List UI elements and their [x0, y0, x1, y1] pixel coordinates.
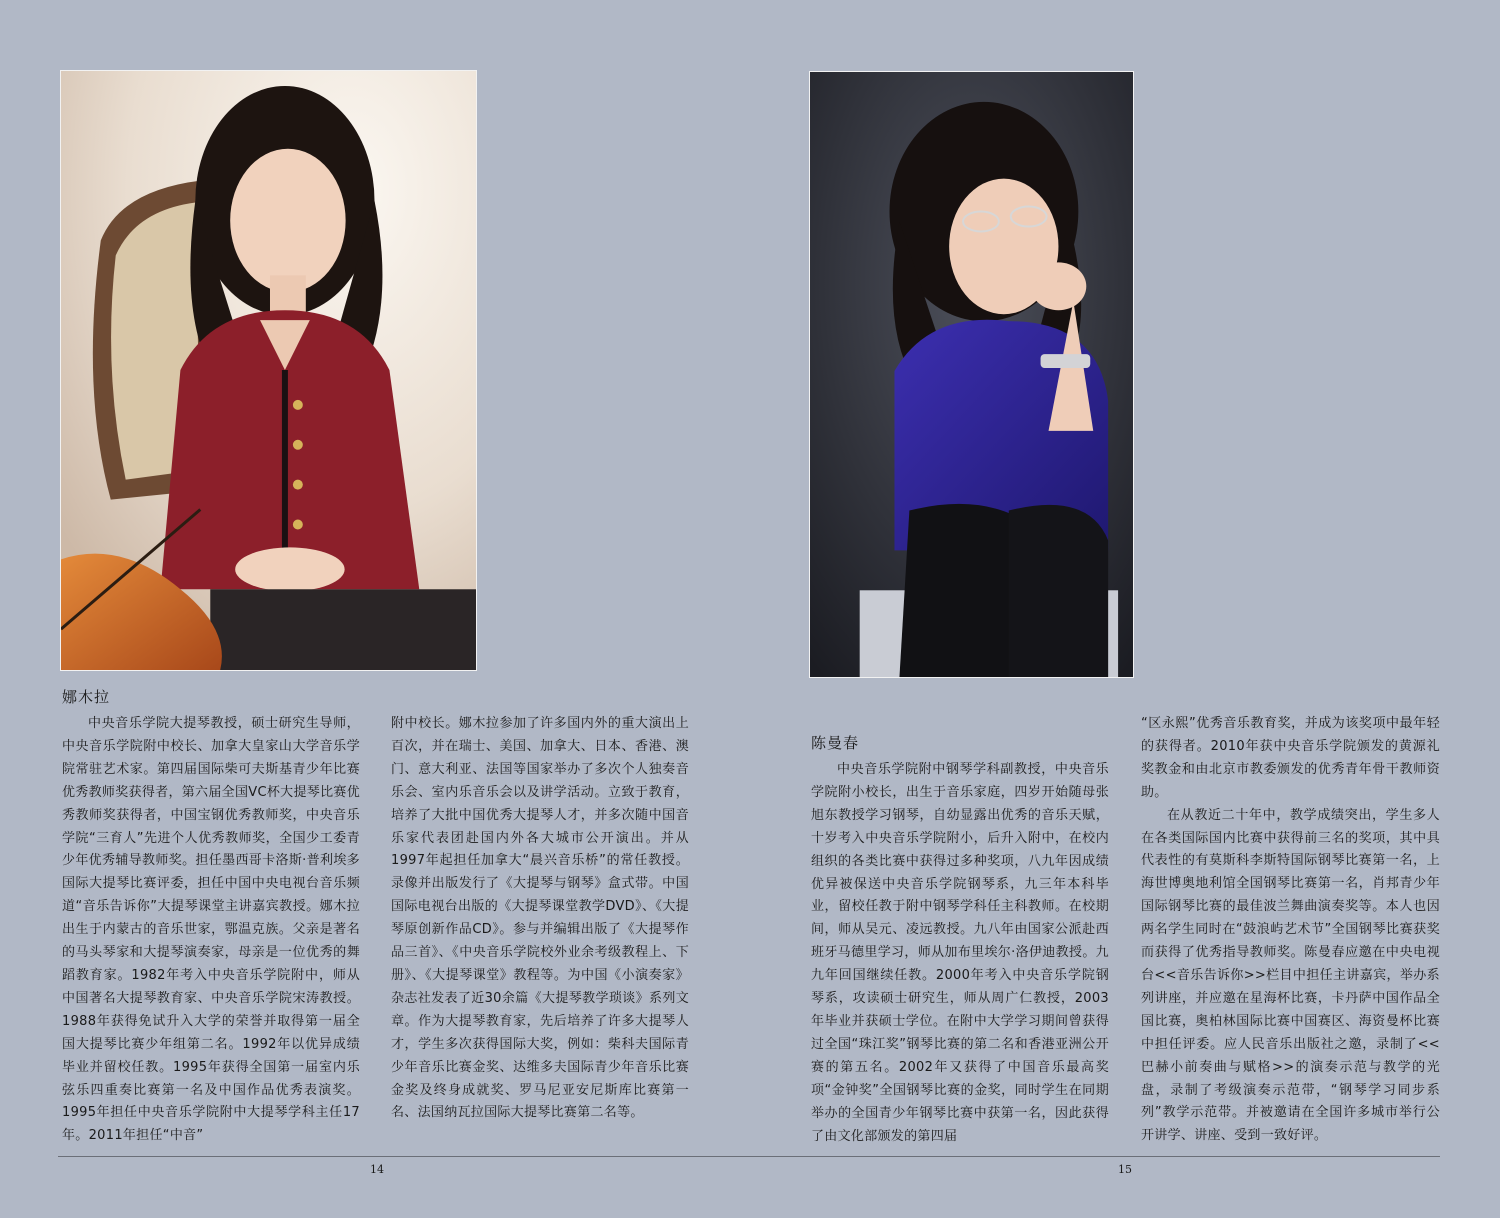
bio-paragraph: 在从教近二十年中，教学成绩突出，学生多人在各类国际国内比赛中获得前三名的奖项，其中具代表性的有莫斯科李斯特国际钢琴比赛第一名，上海世博奥地利馆全国钢琴比赛第一名，肖邦青少年国际钢琴比赛的最佳波兰舞曲演奏奖等。本人也因两名学生同时在“鼓浪屿艺术节”全国钢琴比赛获奖而获得了优秀指导教师奖。陈曼春应邀在中央电视台<<音乐告诉你>>栏目中担任主讲嘉宾，举办系列讲座，并应邀在星海杯比赛，卡丹萨中国作品全国比赛，奥柏林国际比赛中国赛区、海资曼杯比赛中担任评委。应人民音乐出版社之邀，录制了<<巴赫小前奏曲与赋格>>的演奏示范与教学的光盘，录制了考级演奏示范带，“钢琴学习同步系列”教学示范带。并被邀请在全国许多城市举行公开讲学、讲座、受到一致好评。 — [1141, 807, 1440, 1144]
person-name-namula: 娜木拉 — [62, 688, 111, 706]
bio-column-4 — [1141, 713, 1440, 1148]
bio-column-3: 中央音乐学院附中钢琴学科副教授，中央音乐学院附小校长，出生于音乐家庭，四岁开始随母张旭东教授学习钢琴，自幼显露出优秀的音乐天赋，十岁考入中央音乐学院附小，后升入附中，在校内组织的各类比赛中获得过多种奖项，八九年因成绩优异被保送中央音乐学院钢琴系，九三年本科毕业，留校任教于附中钢琴学科任主科教师。在校期间，师从吴元、凌远教授。九八年由国家公派赴西班牙马德里学习，师从加布里埃尔·洛伊迪教授。九九年回国继续任教。2000年考入中央音乐学院钢琴系，攻读硕士研究生，师从周广仁教授，2003年毕业并获硕士学位。在附中大学学习期间曾获得过全国“珠江奖”钢琴比赛的第二名和香港亚洲公开赛的第五名。2002年又获得了中国音乐最高奖项“金钟奖”全国钢琴比赛的金奖，同时学生在同期举办的全国青少年钢琴比赛中获第一名，因此获得了由文化部颁发的第四届 — [811, 762, 1109, 1144]
bio-column-1: 中央音乐学院大提琴教授，硕士研究生导师，中央音乐学院附中校长、加拿大皇家山大学音乐学院常驻艺术家。第四届国际柴可夫斯基青少年比赛优秀教师奖获得者，第六届全国VC杯大提琴比赛优秀教师奖获得者，中国宝钢优秀教师奖，中央音乐学院“三育人”先进个人优秀教师奖，全国少工委青少年优秀辅导教师奖。担任墨西哥卡洛斯·普利埃多国际大提琴比赛评委，担任中国中央电视台音乐频道“音乐告诉你”大提琴课堂主讲嘉宾教授。娜木拉出生于内蒙古的音乐世家，鄂温克族。父亲是著名的马头琴家和大提琴演奏家，母亲是一位优秀的舞蹈教育家。1982年考入中央音乐学院附中，师从中国著名大提琴教育家、中央音乐学院宋涛教授。1988年获得免试升入大学的荣誉并取得第一届全国大提琴比赛少年组第二名。1992年以优异成绩毕业并留校任教。1995年获得全国第一届室内乐弦乐四重奏比赛第一名及中国作品优秀表演奖。1995年担任中央音乐学院附中大提琴学科主任17年。2011年担任“中音” — [62, 716, 360, 1144]
portrait-photo-chen-manchun — [809, 71, 1134, 678]
bio-column-2: 附中校长。娜木拉参加了许多国内外的重大演出上百次，并在瑞士、美国、加拿大、日本、香港、澳门、意大利亚、法国等国家举办了多次个人独奏音乐会、室内乐音乐会以及讲学活动。立致于教育，培养了大批中国优秀大提琴人才，并多次随中国音乐家代表团赴国内外各大城市公开演出。并从1997年起担任加拿大“晨兴音乐桥”的常任教授。录像并出版发行了《大提琴与钢琴》盒式带。中国国际电视台出版的《大提琴课堂教学DVD》、《大提琴原创新作品CD》。参与并编辑出版了《大提琴作品三首》、《中央音乐学院校外业余考级教程上、下册》、《大提琴课堂》教程等。为中国《小演奏家》杂志社发表了近30余篇《大提琴教学琐谈》系列文章。作为大提琴教育家，先后培养了许多大提琴人才，学生多次获得国际大奖，例如：柴科夫国际青少年音乐比赛金奖、达维多夫国际青少年音乐比赛金奖及终身成就奖、罗马尼亚安尼斯库比赛第一名、法国纳瓦拉国际大提琴比赛第二名等。 — [391, 716, 689, 1121]
portrait-illustration — [810, 72, 1133, 677]
footer-rule — [58, 1156, 1440, 1157]
page-number-left: 14 — [370, 1163, 384, 1176]
page-number-right: 15 — [1118, 1163, 1132, 1176]
portrait-photo-namula — [60, 70, 477, 671]
portrait-illustration — [61, 71, 476, 670]
person-name-chen-manchun: 陈曼春 — [811, 734, 860, 752]
bio-paragraph: “区永熙”优秀音乐教育奖，并成为该奖项中最年轻的获得者。2010年获中央音乐学院颁发的黄源礼奖教金和由北京市教委颁发的优秀青年骨干教师资助。 — [1141, 716, 1440, 800]
